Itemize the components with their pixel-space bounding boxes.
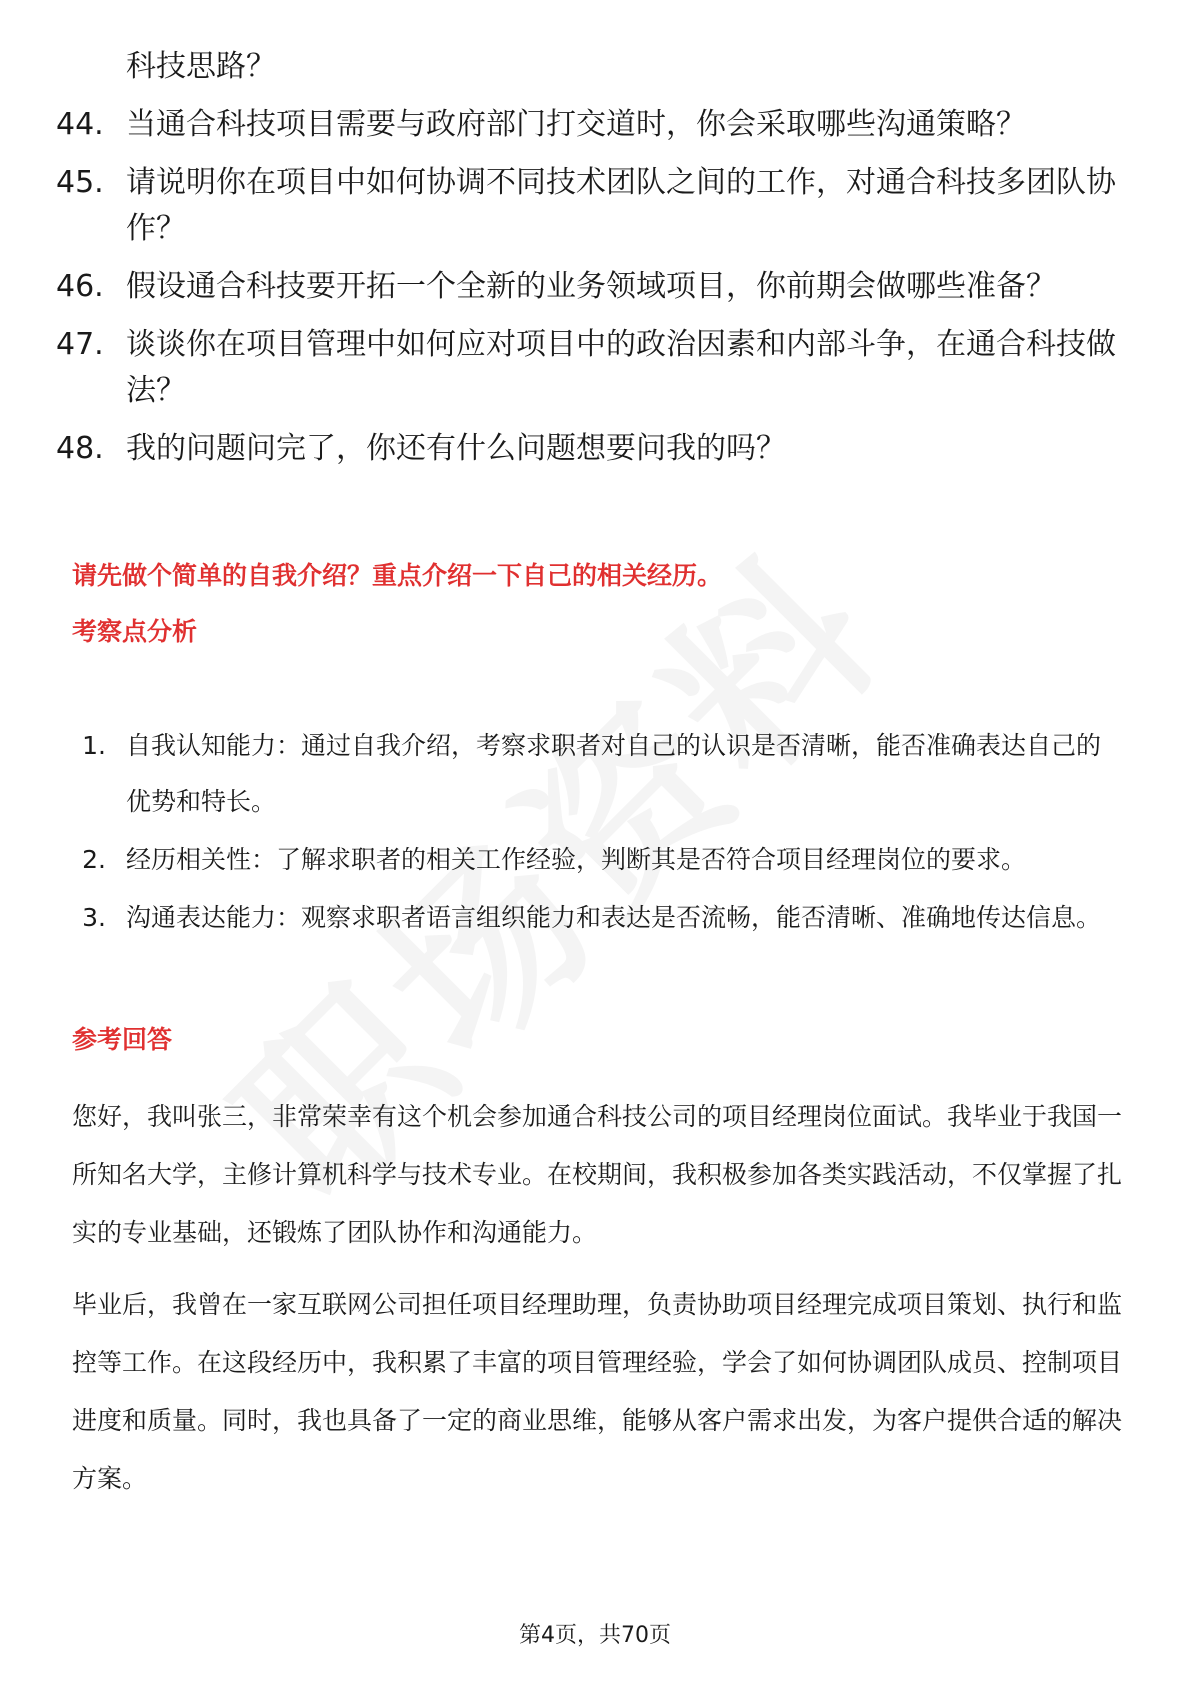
analysis-number: 1. [82, 731, 106, 760]
question-item-47 [56, 322, 1116, 414]
section-title: 请先做个简单的自我介绍？重点介绍一下自己的相关经历。 [72, 561, 723, 590]
question-item-continuation [56, 44, 1116, 90]
question-number: 46. [56, 269, 104, 304]
question-number: 47. [56, 327, 104, 362]
question-number: 44. [56, 107, 104, 142]
analysis-text: 经历相关性：了解求职者的相关工作经验，判断其是否符合项目经理岗位的要求。 [126, 845, 1027, 874]
analysis-item [72, 832, 1122, 888]
question-text: 谈谈你在项目管理中如何应对项目中的政治因素和内部斗争，在通合科技做法？ [126, 327, 1116, 408]
answer-heading: 参考回答 [72, 1025, 173, 1054]
question-list [56, 44, 1116, 484]
analysis-text: 自我认知能力：通过自我介绍，考察求职者对自己的认识是否清晰，能否准确表达自己的优势和特长。 [126, 731, 1102, 816]
page-footer: 第4页，共70页 [519, 1623, 671, 1648]
analysis-heading: 考察点分析 [72, 617, 198, 646]
analysis-item [72, 890, 1122, 946]
question-number: 45. [56, 165, 104, 200]
analysis-text: 沟通表达能力：观察求职者语言组织能力和表达是否流畅，能否清晰、准确地传达信息。 [126, 903, 1102, 932]
answer-paragraph-1: 您好，我叫张三，非常荣幸有这个机会参加通合科技公司的项目经理岗位面试。我毕业于我国一所知名大学，主修计算机科学与技术专业。在校期间，我积极参加各类实践活动，不仅掌握了扎实的专业基础，还锻炼了团队协作和沟通能力。 [72, 1102, 1123, 1247]
question-text: 我的问题问完了，你还有什么问题想要问我的吗？ [126, 431, 786, 466]
question-text: 当通合科技项目需要与政府部门打交道时，你会采取哪些沟通策略？ [126, 107, 1026, 142]
question-item-44 [56, 102, 1116, 148]
question-text: 科技思路？ [126, 49, 276, 84]
question-item-46 [56, 264, 1116, 310]
analysis-number: 3. [82, 903, 106, 932]
analysis-list [72, 718, 1122, 948]
question-number: 48. [56, 431, 104, 466]
question-text: 请说明你在项目中如何协调不同技术团队之间的工作，对通合科技多团队协作？ [126, 165, 1116, 246]
answer-paragraph-2: 毕业后，我曾在一家互联网公司担任项目经理助理，负责协助项目经理完成项目策划、执行和监控等工作。在这段经历中，我积累了丰富的项目管理经验，学会了如何协调团队成员、控制项目进度和质量。同时，我也具备了一定的商业思维，能够从客户需求出发，为客户提供合适的解决方案。 [72, 1290, 1123, 1493]
analysis-number: 2. [82, 845, 106, 874]
question-text: 假设通合科技要开拓一个全新的业务领域项目，你前期会做哪些准备？ [126, 269, 1056, 304]
question-item-48 [56, 426, 1116, 472]
question-item-45 [56, 160, 1116, 252]
analysis-item [72, 718, 1122, 830]
